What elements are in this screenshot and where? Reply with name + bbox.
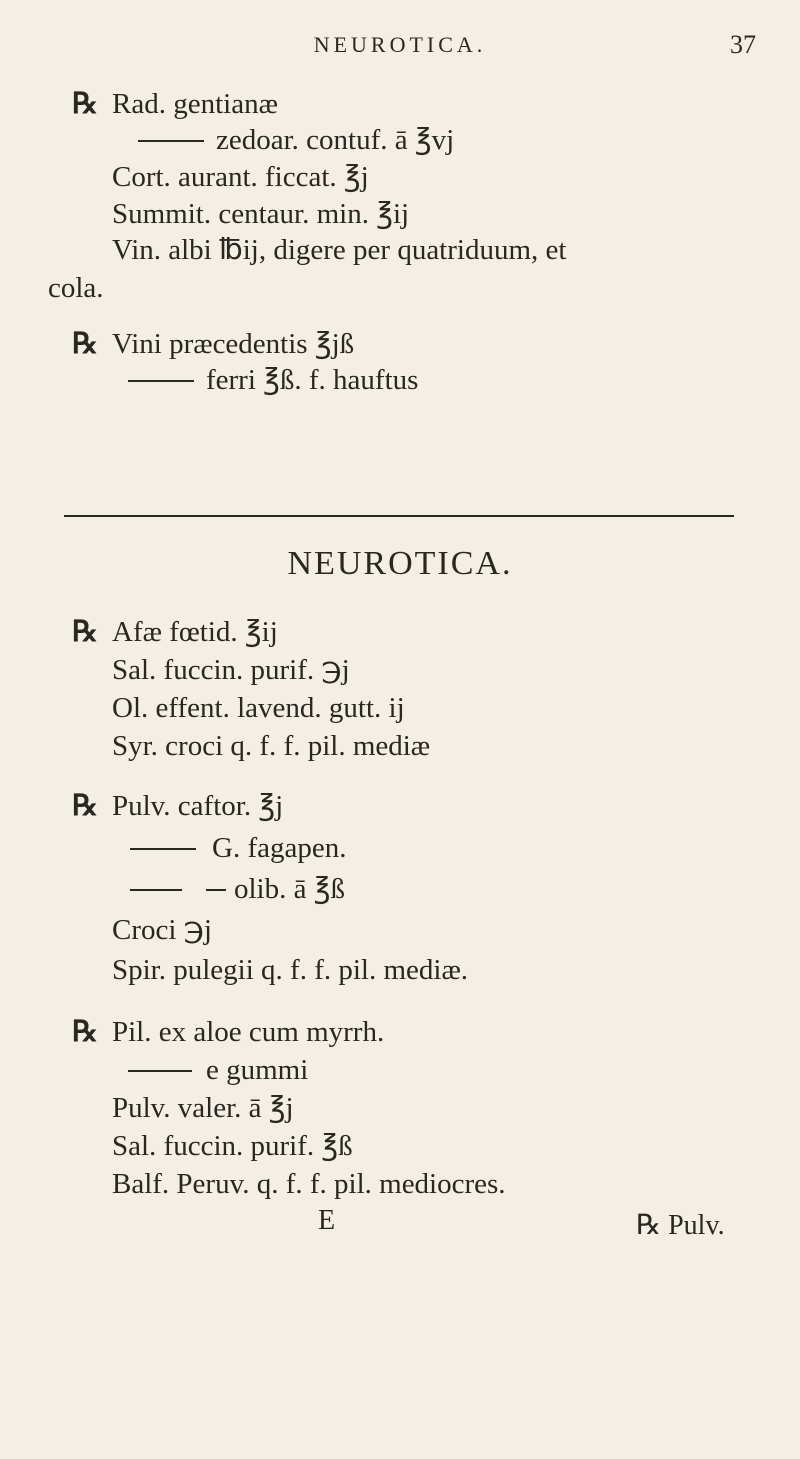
recipe-line: zedoar. contuf. ā ℥vj [216, 124, 455, 156]
recipe-line: olib. ā ℥ß [234, 873, 345, 905]
recipe-line: Balf. Peruv. q. f. f. pil. mediocres. [112, 1168, 506, 1200]
recipe-line: G. fagapen. [212, 832, 347, 864]
recipe-line: Rad. gentianæ [112, 88, 278, 120]
recipe-line: Croci ℈j [112, 914, 212, 946]
recipe-line: Vin. albi ℔ij, digere per quatriduum, et [112, 234, 567, 266]
running-title: NEUROTICA. [313, 32, 487, 57]
ditto-dash [206, 889, 226, 891]
rx-symbol: ℞ [72, 88, 98, 120]
recipe-line: Syr. croci q. f. f. pil. mediæ [112, 730, 431, 762]
ditto-dash [128, 380, 194, 382]
rx-symbol: ℞ [72, 328, 98, 360]
catchword: ℞ Pulv. [636, 1210, 725, 1241]
signature-mark: E [318, 1205, 336, 1236]
page-number: 37 [730, 30, 756, 59]
section-rule [64, 515, 734, 517]
rx-symbol: ℞ [72, 790, 98, 822]
recipe-line: Sal. fuccin. purif. ℥ß [112, 1130, 353, 1162]
recipe-line: ferri ℥ß. f. hauftus [206, 364, 419, 396]
recipe-line: Afæ fœtid. ℥ij [112, 616, 278, 648]
recipe-line: e gummi [206, 1054, 309, 1086]
rx-symbol: ℞ [72, 616, 98, 648]
recipe-line: Sal. fuccin. purif. ℈j [112, 654, 350, 686]
ditto-dash [130, 889, 182, 891]
recipe-line: Spir. pulegii q. f. f. pil. mediæ. [112, 954, 469, 986]
rx-symbol: ℞ [72, 1016, 98, 1048]
ditto-dash [138, 140, 204, 142]
ditto-dash [130, 848, 196, 850]
section-title: NEUROTICA. [287, 545, 513, 582]
recipe-line: Pulv. valer. ā ℥j [112, 1092, 294, 1124]
recipe-line: cola. [48, 272, 104, 304]
ditto-dash [128, 1070, 192, 1072]
recipe-line: Pulv. caftor. ℥j [112, 790, 284, 822]
recipe-line: Pil. ex aloe cum myrrh. [112, 1016, 385, 1048]
recipe-line: Vini præcedentis ℥jß [112, 328, 355, 360]
recipe-line: Cort. aurant. ficcat. ℥j [112, 161, 369, 193]
recipe-line: Summit. centaur. min. ℥ij [112, 198, 410, 230]
recipe-line: Ol. effent. lavend. gutt. ij [112, 692, 405, 724]
